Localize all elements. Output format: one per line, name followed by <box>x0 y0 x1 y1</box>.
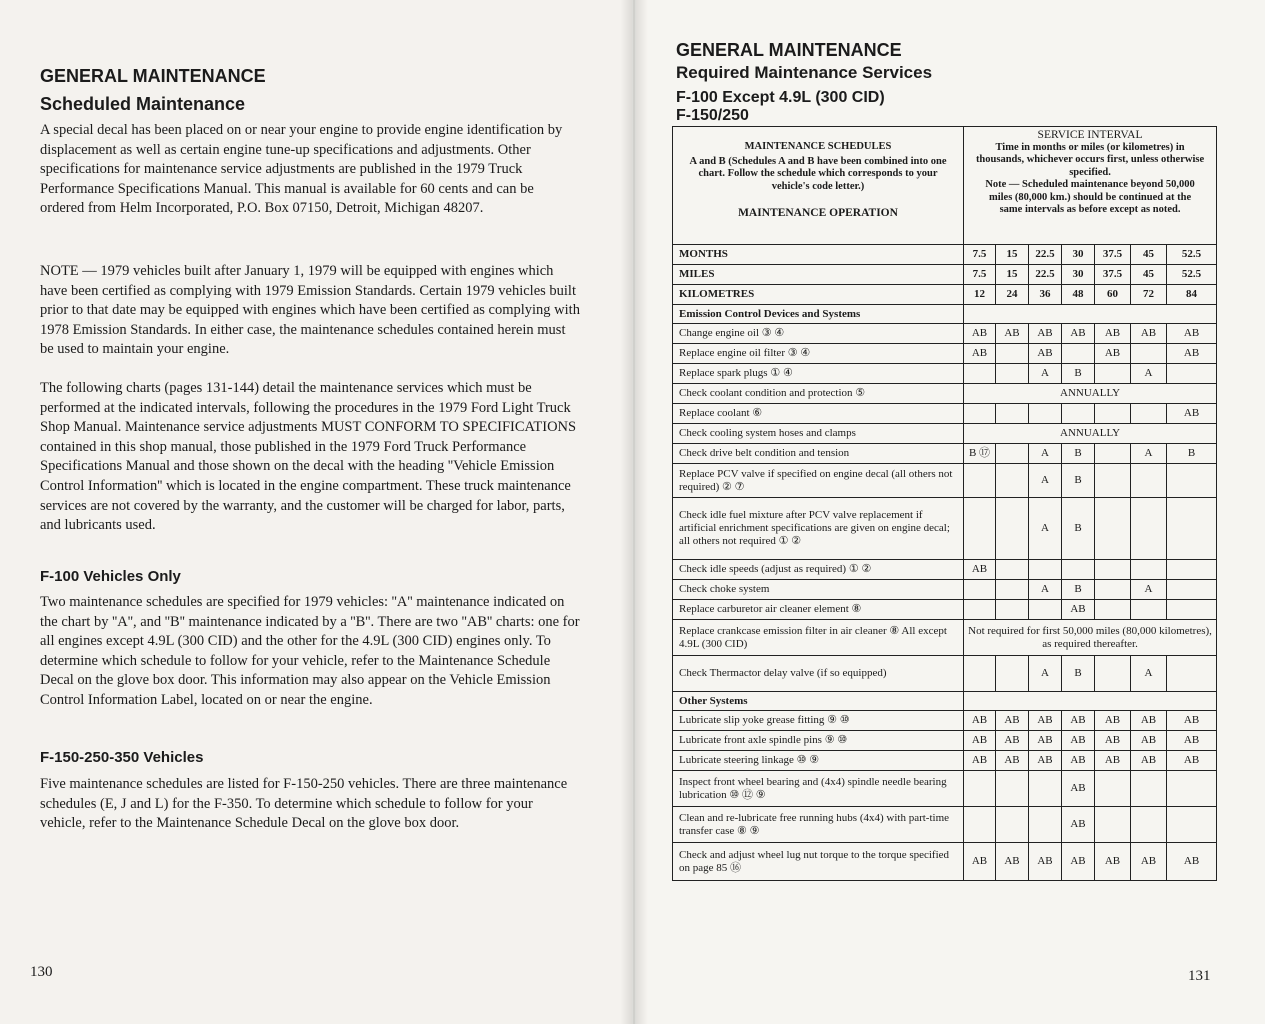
table-row <box>673 711 1217 731</box>
section-heading-f150: F-150-250-350 Vehicles <box>40 749 204 766</box>
interval-value: 22.5 <box>1029 245 1062 265</box>
interval-value: 37.5 <box>1095 265 1131 285</box>
table-row <box>673 807 1217 843</box>
schedule-cell: AB <box>1167 751 1217 771</box>
maintenance-operation: Check Thermactor delay valve (if so equipped) <box>673 656 964 692</box>
left-page-subtitle: Scheduled Maintenance <box>40 94 246 114</box>
schedule-cell <box>1095 771 1131 807</box>
paragraph-note: NOTE — 1979 vehicles built after January 1, 1979 will be equipped with engines which have been certified as complying with 1979 Emission Standards. Certain 1979 vehicles built prior to that date may be equipped with engines which have been certified as complying with 1978 Emission Standards. In either case, the maintenance schedules contained herein must be used to maintain your engine. <box>40 263 580 358</box>
header-interval-note: Note — Scheduled maintenance beyond 50,000 miles (80,000 km.) should be continued at the same intervals as before except as noted. <box>985 179 1195 215</box>
schedule-cell <box>964 771 996 807</box>
header-interval-text: Time in months or miles (or kilometres) in thousands, whichever occurs first, unless otherwise specified. <box>975 141 1205 178</box>
schedule-cell <box>996 807 1029 843</box>
maintenance-operation: Replace spark plugs ① ④ <box>673 364 964 384</box>
schedule-cell <box>996 464 1029 498</box>
maintenance-operation: Replace engine oil filter ③ ④ <box>673 344 964 364</box>
interval-value: 7.5 <box>964 265 996 285</box>
table-row <box>673 404 1217 424</box>
schedule-cell: AB <box>1062 771 1095 807</box>
interval-span-note: ANNUALLY <box>964 424 1217 444</box>
schedule-cell <box>1167 580 1217 600</box>
model-line-1: F-100 Except 4.9L (300 CID) <box>676 89 885 106</box>
schedule-cell: B <box>1062 364 1095 384</box>
schedule-cell: AB <box>996 324 1029 344</box>
schedule-cell <box>1095 498 1131 560</box>
interval-value: 15 <box>996 265 1029 285</box>
interval-value: 60 <box>1095 285 1131 305</box>
schedule-cell: A <box>1029 364 1062 384</box>
table-row <box>673 364 1217 384</box>
schedule-cell: AB <box>1167 404 1217 424</box>
table-row <box>673 580 1217 600</box>
header-schedules-title: MAINTENANCE SCHEDULES <box>744 141 892 152</box>
model-line-2: F-150/250 <box>676 107 749 124</box>
maintenance-operation: Check coolant condition and protection ⑤ <box>673 384 964 404</box>
schedule-cell <box>1131 600 1167 620</box>
header-schedules-cell <box>673 127 964 245</box>
schedule-cell <box>996 560 1029 580</box>
schedule-cell <box>996 444 1029 464</box>
schedule-cell: B <box>1062 580 1095 600</box>
schedule-cell: AB <box>964 560 996 580</box>
table-row <box>673 498 1217 560</box>
schedule-cell: AB <box>1029 711 1062 731</box>
interval-span-note: Not required for first 50,000 miles (80,000 kilometres), as required thereafter. <box>964 620 1217 656</box>
interval-row <box>673 285 1217 305</box>
schedule-cell: AB <box>964 324 996 344</box>
schedule-cell <box>1167 560 1217 580</box>
schedule-cell <box>1131 498 1167 560</box>
header-schedules-text: A and B (Schedules A and B have been combined into one chart. Follow the schedule which corresponds to your vehicle's code letter.) <box>689 155 947 192</box>
section-emission-label: Emission Control Devices and Systems <box>673 305 964 324</box>
maintenance-operation: Check and adjust wheel lug nut torque to the torque specified on page 85 ⑯ <box>673 843 964 881</box>
interval-label: MONTHS <box>673 245 964 265</box>
interval-value: 45 <box>1131 265 1167 285</box>
left-page <box>0 0 632 1024</box>
table-row <box>673 464 1217 498</box>
table-row <box>673 424 1217 444</box>
schedule-cell: AB <box>1131 751 1167 771</box>
table-row <box>673 444 1217 464</box>
schedule-cell: AB <box>964 843 996 881</box>
schedule-cell: AB <box>1131 711 1167 731</box>
page-number-left: 130 <box>30 964 53 980</box>
schedule-cell: AB <box>1062 324 1095 344</box>
interval-row <box>673 245 1217 265</box>
schedule-cell: B <box>1167 444 1217 464</box>
table-header-row <box>673 127 1217 245</box>
page-number-right: 131 <box>1188 968 1211 984</box>
schedule-cell: B <box>1062 444 1095 464</box>
schedule-cell: A <box>1131 444 1167 464</box>
schedule-cell <box>996 344 1029 364</box>
table-row <box>673 600 1217 620</box>
schedule-cell: A <box>1029 444 1062 464</box>
schedule-cell: AB <box>996 711 1029 731</box>
schedule-cell: AB <box>1167 731 1217 751</box>
table-row <box>673 620 1217 656</box>
header-operation-label: MAINTENANCE OPERATION <box>738 207 898 219</box>
interval-value: 7.5 <box>964 245 996 265</box>
schedule-cell <box>1131 560 1167 580</box>
schedule-cell <box>1062 560 1095 580</box>
interval-row <box>673 265 1217 285</box>
interval-span-note: ANNUALLY <box>964 384 1217 404</box>
schedule-cell <box>996 498 1029 560</box>
schedule-cell <box>1029 807 1062 843</box>
schedule-cell <box>996 656 1029 692</box>
schedule-cell: AB <box>1029 344 1062 364</box>
table-row <box>673 656 1217 692</box>
schedule-cell: A <box>1029 656 1062 692</box>
schedule-cell <box>1095 464 1131 498</box>
schedule-cell: AB <box>1095 324 1131 344</box>
paragraph-decal: A special decal has been placed on or near your engine to provide engine identification by displacement as well as certain engine tune-up specifications and adjustments. Other specifications for maintenance service adjustments are published in the 1979 Truck Performance Specifications Manual. This manual is available for 60 cents and can be ordered from Helm Incorporated, P.O. Box 07150, Detroit, Michigan 48207. <box>40 122 563 217</box>
schedule-cell: A <box>1131 580 1167 600</box>
schedule-cell <box>1131 464 1167 498</box>
schedule-cell <box>1029 771 1062 807</box>
schedule-cell <box>1131 404 1167 424</box>
table-row <box>673 731 1217 751</box>
schedule-cell <box>1131 771 1167 807</box>
interval-value: 37.5 <box>1095 245 1131 265</box>
table-row <box>673 751 1217 771</box>
schedule-cell <box>1167 600 1217 620</box>
section-other-label: Other Systems <box>673 692 964 711</box>
schedule-cell <box>1095 364 1131 384</box>
schedule-cell: AB <box>1062 751 1095 771</box>
maintenance-operation: Clean and re-lubricate free running hubs (4x4) with part-time transfer case ⑧ ⑨ <box>673 807 964 843</box>
interval-value: 48 <box>1062 285 1095 305</box>
schedule-cell: AB <box>1095 751 1131 771</box>
schedule-cell <box>996 404 1029 424</box>
schedule-cell: AB <box>1167 344 1217 364</box>
schedule-cell <box>964 498 996 560</box>
section-other-row <box>673 692 1217 711</box>
schedule-cell: AB <box>996 843 1029 881</box>
schedule-cell: AB <box>964 711 996 731</box>
section-emission-filler <box>964 305 1217 324</box>
interval-value: 15 <box>996 245 1029 265</box>
schedule-cell <box>1167 498 1217 560</box>
schedule-cell <box>964 600 996 620</box>
table-row <box>673 560 1217 580</box>
interval-value: 72 <box>1131 285 1167 305</box>
interval-value: 30 <box>1062 265 1095 285</box>
schedule-cell: AB <box>1095 843 1131 881</box>
interval-value: 45 <box>1131 245 1167 265</box>
schedule-cell <box>1167 364 1217 384</box>
schedule-cell: A <box>1029 498 1062 560</box>
right-page-title: GENERAL MAINTENANCE <box>676 40 902 60</box>
schedule-cell: AB <box>1095 711 1131 731</box>
schedule-cell: B <box>1062 464 1095 498</box>
maintenance-operation: Check idle fuel mixture after PCV valve replacement if artificial enrichment specifications are given on engine decal; all others not required ① ② <box>673 498 964 560</box>
maintenance-operation: Inspect front wheel bearing and (4x4) spindle needle bearing lubrication ⑩ ⑫ ⑨ <box>673 771 964 807</box>
interval-label: MILES <box>673 265 964 285</box>
schedule-cell <box>1095 600 1131 620</box>
schedule-cell <box>1167 771 1217 807</box>
interval-value: 12 <box>964 285 996 305</box>
schedule-cell: AB <box>1095 731 1131 751</box>
maintenance-operation: Change engine oil ③ ④ <box>673 324 964 344</box>
schedule-cell <box>1131 807 1167 843</box>
schedule-cell: AB <box>996 751 1029 771</box>
section-heading-f100: F-100 Vehicles Only <box>40 568 181 585</box>
maintenance-operation: Replace crankcase emission filter in air cleaner ⑧ All except 4.9L (300 CID) <box>673 620 964 656</box>
interval-value: 52.5 <box>1167 265 1217 285</box>
left-page-title: GENERAL MAINTENANCE <box>40 66 266 86</box>
paragraph-f100: Two maintenance schedules are specified for 1979 vehicles: ''A'' maintenance indicated on the chart by ''A'', and ''B'' maintenance indicated by a ''B''. There are two ''AB'' charts: one for all engines except 4.9L (300 CID) and the other for the 4.9L (300 CID) engines only. To determine which schedule to follow for your vehicle, refer to the Maintenance Schedule Decal on the glove box door. This information may also appear on the Vehicle Emission Control Information Label, located on or near the engine. <box>40 594 580 708</box>
schedule-cell <box>996 771 1029 807</box>
schedule-cell <box>996 580 1029 600</box>
schedule-cell: A <box>1029 464 1062 498</box>
schedule-cell: AB <box>1029 751 1062 771</box>
paragraph-charts: The following charts (pages 131-144) detail the maintenance services which must be performed at the indicated intervals, following the procedures in the 1979 Ford Light Truck Shop Manual. Maintenance service adjustments MUST CONFORM TO SPECIFICATIONS contained in this shop manual, those published in the 1979 Ford Truck Performance Specifications Manual and those shown on the decal with the heading ''Vehicle Emission Control Information'' which is located in the engine compartment. These truck maintenance services are not covered by the warranty, and the customer will be charged for labor, parts, and lubricants used. <box>40 380 577 534</box>
schedule-cell <box>1131 344 1167 364</box>
schedule-cell <box>1095 404 1131 424</box>
maintenance-operation: Lubricate front axle spindle pins ⑨ ⑩ <box>673 731 964 751</box>
schedule-cell: AB <box>1062 843 1095 881</box>
schedule-cell: AB <box>1062 731 1095 751</box>
table-row <box>673 384 1217 404</box>
schedule-cell: AB <box>1029 324 1062 344</box>
schedule-cell <box>964 656 996 692</box>
schedule-cell <box>1029 404 1062 424</box>
schedule-cell: A <box>1029 580 1062 600</box>
schedule-cell: AB <box>1029 731 1062 751</box>
schedule-cell: AB <box>1062 711 1095 731</box>
schedule-cell: AB <box>1131 731 1167 751</box>
maintenance-operation: Replace PCV valve if specified on engine decal (all others not required) ② ⑦ <box>673 464 964 498</box>
schedule-cell: AB <box>964 344 996 364</box>
section-emission-row <box>673 305 1217 324</box>
schedule-cell <box>964 404 996 424</box>
interval-value: 52.5 <box>1167 245 1217 265</box>
table-row <box>673 771 1217 807</box>
maintenance-operation: Check idle speeds (adjust as required) ① ② <box>673 560 964 580</box>
schedule-cell: AB <box>1131 843 1167 881</box>
maintenance-schedule-table <box>672 126 1217 881</box>
interval-label: KILOMETRES <box>673 285 964 305</box>
schedule-cell <box>1029 600 1062 620</box>
interval-value: 36 <box>1029 285 1062 305</box>
schedule-cell <box>1095 807 1131 843</box>
schedule-cell: B <box>1062 498 1095 560</box>
schedule-cell <box>964 580 996 600</box>
interval-value: 84 <box>1167 285 1217 305</box>
schedule-cell: AB <box>964 731 996 751</box>
maintenance-operation: Replace coolant ⑥ <box>673 404 964 424</box>
interval-value: 24 <box>996 285 1029 305</box>
schedule-cell <box>964 464 996 498</box>
header-interval-cell <box>964 127 1217 245</box>
schedule-cell: AB <box>1131 324 1167 344</box>
schedule-cell: AB <box>996 731 1029 751</box>
maintenance-operation: Check cooling system hoses and clamps <box>673 424 964 444</box>
right-page-subtitle: Required Maintenance Services <box>676 63 933 82</box>
interval-value: 22.5 <box>1029 265 1062 285</box>
schedule-cell <box>996 364 1029 384</box>
schedule-cell <box>1167 807 1217 843</box>
maintenance-operation: Lubricate steering linkage ⑩ ⑨ <box>673 751 964 771</box>
table-row <box>673 324 1217 344</box>
schedule-cell: A <box>1131 364 1167 384</box>
maintenance-operation: Check drive belt condition and tension <box>673 444 964 464</box>
book-gutter <box>620 0 648 1024</box>
schedule-cell: B ⑰ <box>964 444 996 464</box>
schedule-cell: AB <box>1062 600 1095 620</box>
schedule-cell <box>1167 656 1217 692</box>
schedule-cell <box>1029 560 1062 580</box>
schedule-cell <box>1095 560 1131 580</box>
schedule-cell: A <box>1131 656 1167 692</box>
schedule-cell: AB <box>1167 711 1217 731</box>
right-page <box>632 0 1265 1024</box>
schedule-cell <box>996 600 1029 620</box>
schedule-cell <box>1095 656 1131 692</box>
maintenance-operation: Lubricate slip yoke grease fitting ⑨ ⑩ <box>673 711 964 731</box>
maintenance-operation: Replace carburetor air cleaner element ⑧ <box>673 600 964 620</box>
section-other-filler <box>964 692 1217 711</box>
schedule-cell <box>1062 404 1095 424</box>
schedule-cell <box>1062 344 1095 364</box>
schedule-cell <box>1095 580 1131 600</box>
table-row <box>673 344 1217 364</box>
paragraph-f150: Five maintenance schedules are listed for F-150-250 vehicles. There are three maintenance schedules (E, J and L) for the F-350. To determine which schedule to follow for your vehicle, refer to the Maintenance Schedule Decal on the glove box door. <box>40 776 568 832</box>
schedule-cell: AB <box>1167 324 1217 344</box>
schedule-cell: AB <box>1167 843 1217 881</box>
table-row <box>673 843 1217 881</box>
schedule-cell: AB <box>964 751 996 771</box>
schedule-cell: AB <box>1062 807 1095 843</box>
header-interval-title: SERVICE INTERVAL <box>1037 129 1143 141</box>
maintenance-operation: Check choke system <box>673 580 964 600</box>
schedule-cell <box>964 364 996 384</box>
schedule-cell <box>964 807 996 843</box>
schedule-cell: B <box>1062 656 1095 692</box>
schedule-cell: AB <box>1095 344 1131 364</box>
schedule-cell <box>1167 464 1217 498</box>
schedule-cell <box>1095 444 1131 464</box>
schedule-cell: AB <box>1029 843 1062 881</box>
interval-value: 30 <box>1062 245 1095 265</box>
